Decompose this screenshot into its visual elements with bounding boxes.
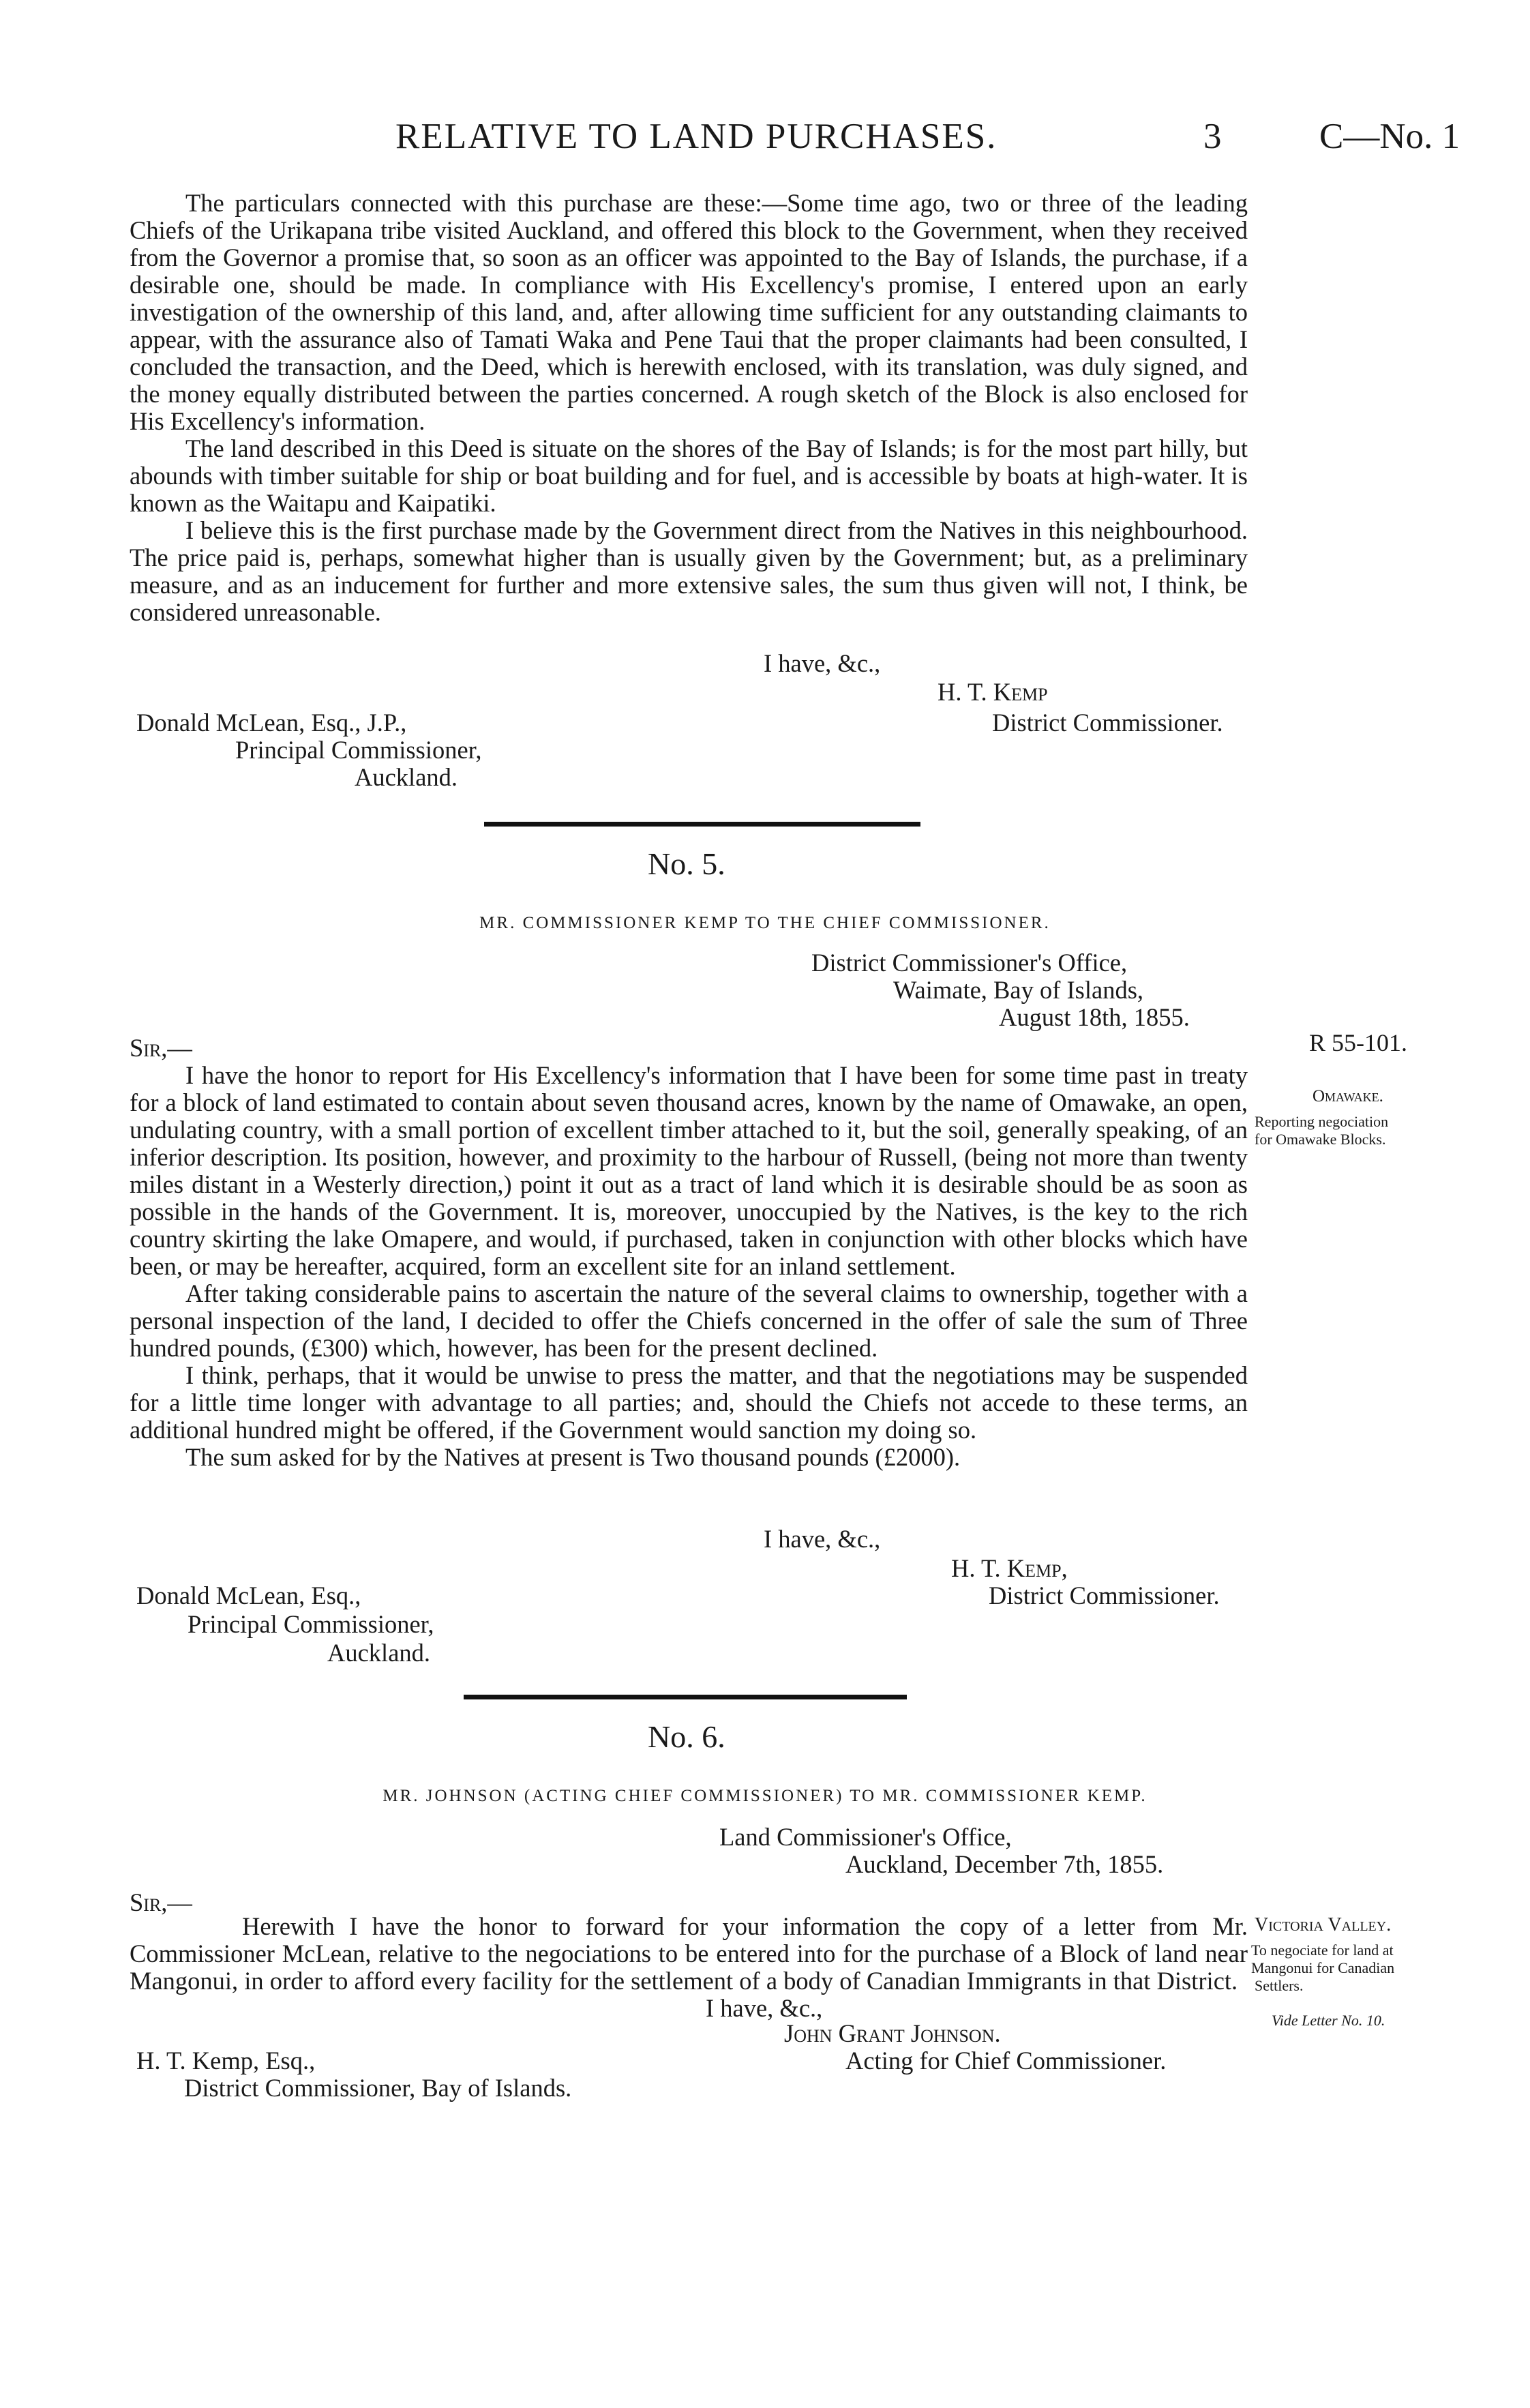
letter6-margin-note-1: To negociate for land at — [1251, 1942, 1394, 1959]
letter6-body — [130, 1913, 1248, 1995]
letter6-signatory-title: Acting for Chief Commissioner. — [845, 2047, 1167, 2075]
page-number: 3 — [1203, 117, 1222, 156]
letter5-paragraph-1: I have the honor to report for His Excellency's information that I have been for some time past in treaty for a block of land estimated to contain about seven thousand acres, known by the name of Omawake, an open, undulating country, with a small portion of excellent timber attached to it, but the soil, generally speaking, of an inferior description. Its position, however, and proximity to the harbour of Russell, (being not more than twenty miles distant in a Westerly direction,) point it out as a tract of land which it is desirable should be as soon as possible in the hands of the Government. It is, moreover, unoccupied by the Natives, is the key to the rich country skirting the lake Omapere, and would, if purchased, taken in conjunction with other blocks which have been, or may be hereafter, acquired, form an excellent site for an inland settlement. — [130, 1061, 1248, 1280]
letter6-margin-note-2: Mangonui for Canadian — [1251, 1959, 1395, 1976]
letter4-paragraph-3: I believe this is the first purchase made by the Government direct from the Natives in this neighbourhood. The price paid is, perhaps, somewhat higher than is usually given by the Government; but, as a preliminary measure, and as an inducement for further and more extensive sales, the sum thus given will not, I think, be considered unreasonable. — [130, 516, 1248, 626]
letter5-address-line-1: District Commissioner's Office, — [811, 949, 1128, 977]
letter5-addressee-line-1: Donald McLean, Esq., — [136, 1581, 361, 1609]
letter5-paragraph-4: The sum asked for by the Natives at present is Two thousand pounds (£2000). — [185, 1443, 961, 1471]
letter4-addressee-line-3: Auckland. — [355, 763, 458, 791]
letter4-paragraph-2: The land described in this Deed is situate on the shores of the Bay of Islands; is for the most part hilly, but abounds with timber suitable for ship or boat building and for fuel, and is accessible by boats at high-water. It is known as the Waitapu and Kaipatiki. — [130, 434, 1248, 517]
letter5-address-line-2: Waimate, Bay of Islands, — [893, 976, 1144, 1004]
letter4-addressee-line-1: Donald McLean, Esq., J.P., — [136, 709, 407, 737]
letter5-margin-note-2: for Omawake Blocks. — [1255, 1131, 1386, 1148]
letter5-body — [130, 1062, 1248, 1471]
letter5-signatory: H. T. Kemp, — [951, 1554, 1068, 1582]
letter5-margin-place: Omawake. — [1312, 1087, 1383, 1105]
letter6-addressee-line-1: H. T. Kemp, Esq., — [136, 2047, 316, 2075]
letter5-signatory-title: District Commissioner. — [989, 1581, 1220, 1609]
letter6-signatory: John Grant Johnson. — [784, 2019, 1001, 2047]
letter6-number: No. 6. — [648, 1719, 725, 1754]
letter6-margin-vide: Vide Letter No. 10. — [1272, 2012, 1385, 2029]
letter6-address-line-2: Auckland, December 7th, 1855. — [845, 1850, 1164, 1878]
page-header — [0, 116, 1530, 170]
letter4-signatory-title: District Commissioner. — [992, 709, 1223, 737]
letter6-paragraph-1: Herewith I have the honor to forward for your information the copy of a letter from Mr. Commissioner McLean, relative to the negociations to be entered into for the purchase of a Block of land near Mangonui, in order to afford every facility for the settlement of a body of Canadian Immigrants in that District. — [130, 1912, 1248, 1995]
letter6-margin-note-3: Settlers. — [1255, 1977, 1304, 1994]
letter4-signatory: H. T. Kemp — [937, 678, 1048, 706]
running-title: RELATIVE TO LAND PURCHASES. — [395, 117, 997, 156]
letter5-addressee-line-2: Principal Commissioner, — [188, 1610, 434, 1638]
separator-rule — [464, 1695, 907, 1699]
letter6-margin-place: Victoria Valley. — [1255, 1914, 1392, 1935]
letter5-address-line-3: August 18th, 1855. — [999, 1003, 1190, 1031]
letter6-addressee-line-2: District Commissioner, Bay of Islands. — [184, 2074, 572, 2102]
letter6-caption: MR. JOHNSON (ACTING CHIEF COMMISSIONER) TO MR. COMMISSIONER KEMP. — [382, 1787, 1148, 1805]
letter5-paragraph-2: After taking considerable pains to ascertain the nature of the several claims to ownership, together with a personal inspection of the land, I decided to offer the Chiefs concerned in the offer of sale the sum of Three hundred pounds, (£300) which, however, has been for the present declined. — [130, 1279, 1248, 1362]
letter4-addressee-line-2: Principal Commissioner, — [235, 736, 482, 764]
letter6-closing: I have, &c., — [706, 1994, 823, 2022]
letter5-closing: I have, &c., — [764, 1525, 881, 1553]
letter5-margin-ref: R 55-101. — [1309, 1029, 1407, 1056]
letter4-body — [130, 190, 1248, 626]
letter5-paragraph-3: I think, perhaps, that it would be unwise to press the matter, and that the negotiations may be suspended for a little time longer with advantage to all parties; and, should the Chiefs not accede to these terms, an additional hundred might be offered, if the Government would sanction my doing so. — [130, 1361, 1248, 1444]
separator-rule — [484, 822, 920, 827]
letter5-margin-note-1: Reporting negociation — [1255, 1113, 1389, 1130]
letter4-closing: I have, &c., — [764, 649, 881, 677]
letter5-salutation: Sir,— — [130, 1034, 192, 1062]
letter6-salutation: Sir,— — [130, 1888, 192, 1916]
sheet-reference: C—No. 1 — [1319, 117, 1460, 156]
letter5-addressee-line-3: Auckland. — [327, 1639, 431, 1667]
letter6-address-line-1: Land Commissioner's Office, — [719, 1823, 1012, 1851]
letter5-caption: MR. COMMISSIONER KEMP TO THE CHIEF COMMISSIONER. — [479, 914, 1051, 932]
letter5-number: No. 5. — [648, 846, 725, 881]
letter4-paragraph-1: The particulars connected with this purchase are these:—Some time ago, two or three of the leading Chiefs of the Urikapana tribe visited Auckland, and offered this block to the Government, when they received from the Governor a promise that, so soon as an officer was appointed to the Bay of Islands, the purchase, if a desirable one, should be made. In compliance with His Excellency's promise, I entered upon an early investigation of the ownership of this land, and, after allowing time sufficient for any outstanding claimants to appear, with the assurance also of Tamati Waka and Pene Taui that the proper claimants had been consulted, I concluded the transaction, and the Deed, which is herewith enclosed, with its translation, was duly signed, and the money equally distributed between the parties concerned. A rough sketch of the Block is also enclosed for His Excellency's information. — [130, 189, 1248, 435]
